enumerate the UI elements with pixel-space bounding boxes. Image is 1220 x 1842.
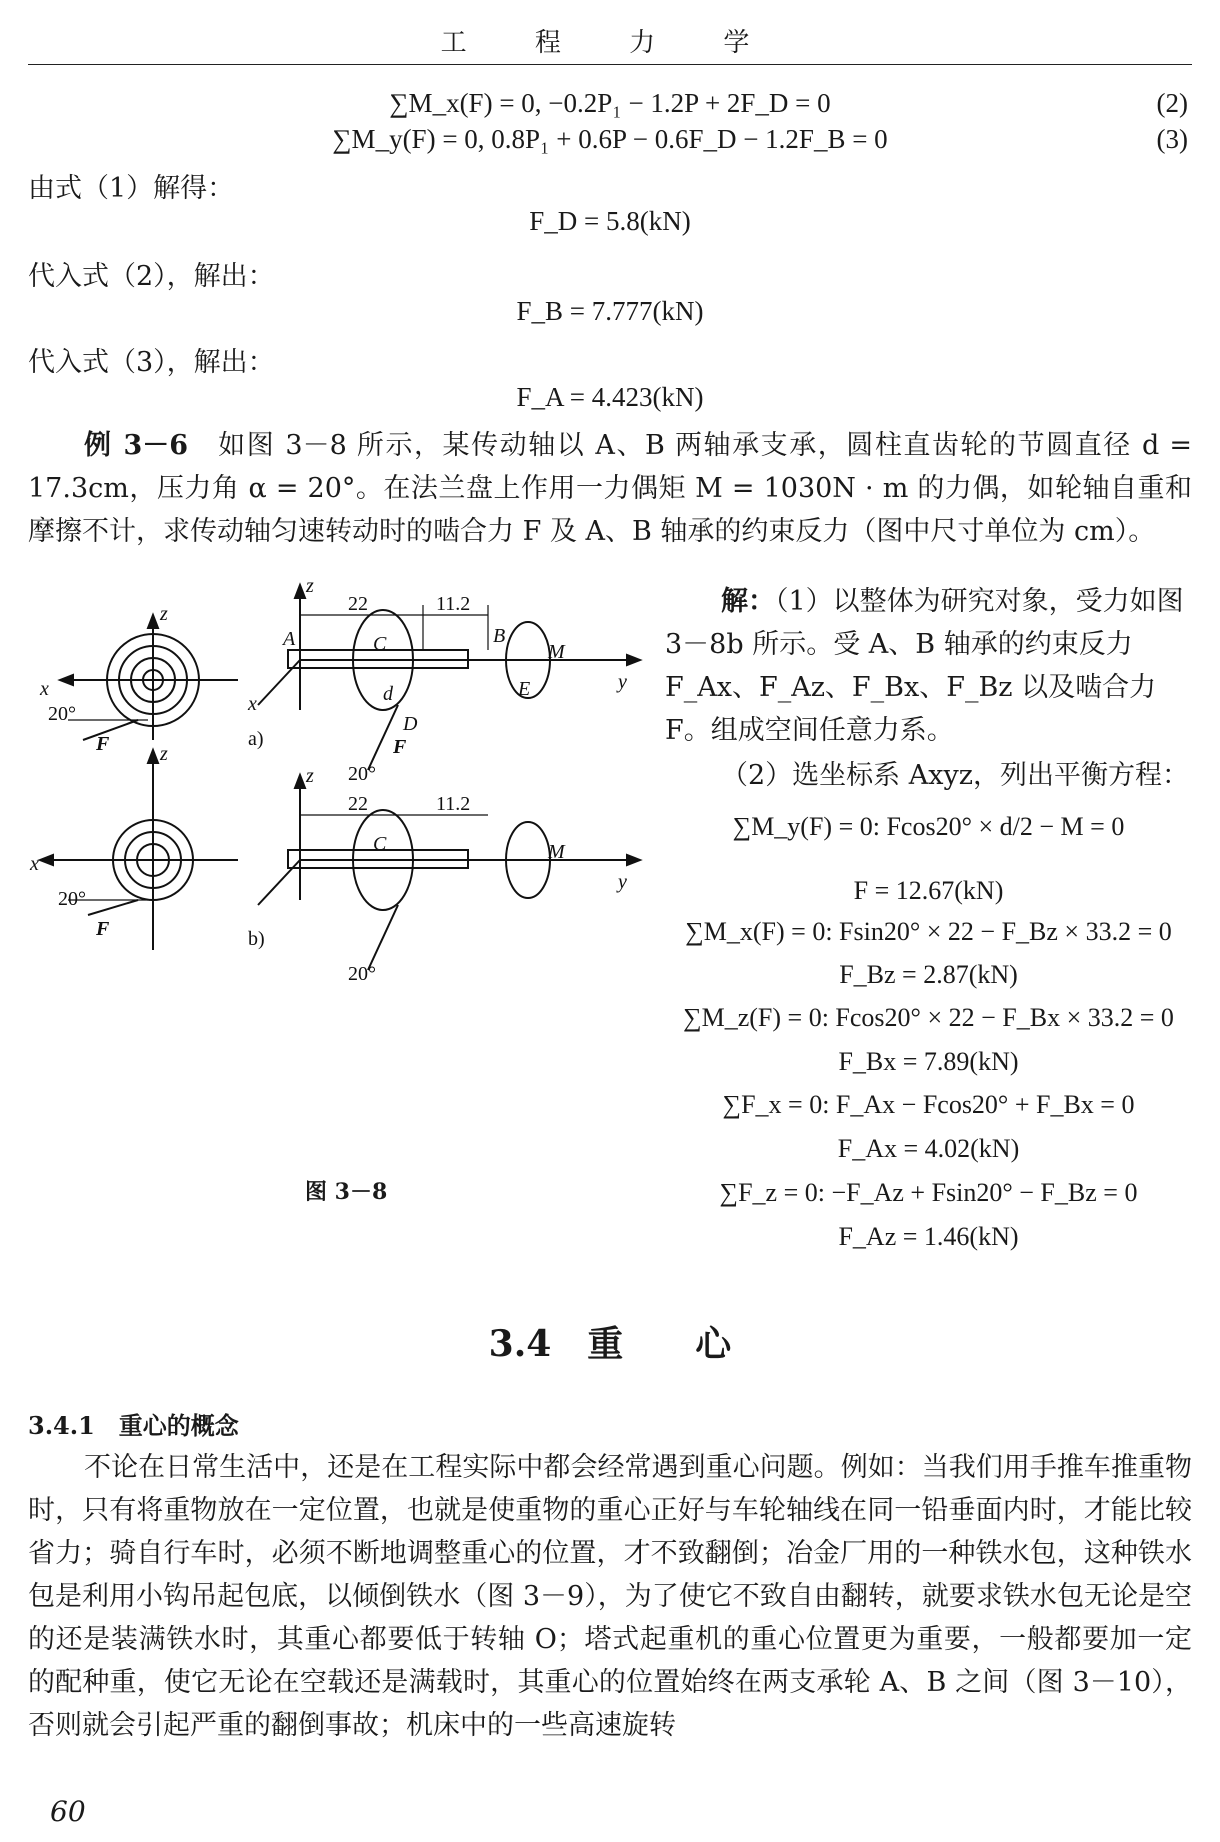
label-z-a: z bbox=[160, 603, 168, 625]
label-z-b: z bbox=[160, 743, 168, 765]
axis-x-shaft-a bbox=[258, 660, 300, 705]
label-f-shaft-a: F bbox=[393, 736, 407, 758]
label-a-a: A bbox=[283, 628, 296, 650]
label-x-a: x bbox=[40, 678, 49, 700]
solution-eq-1: ∑M_y(F) = 0: Fcos20° × d/2 − M = 0 bbox=[732, 812, 1125, 841]
solution-eq-3: ∑M_x(F) = 0: Fsin20° × 22 − F_Bz × 33.2 = 0 bbox=[685, 917, 1172, 946]
page-number: 60 bbox=[50, 1795, 86, 1828]
equation-2-number: (2) bbox=[1156, 88, 1188, 118]
figure-caption: 图 3－8 bbox=[305, 1179, 388, 1205]
label-x-b: x bbox=[30, 853, 39, 875]
label-angle-b: 20° bbox=[58, 888, 86, 910]
example-paragraph bbox=[28, 424, 1192, 553]
text-line-1: 由式（1）解得： bbox=[28, 173, 235, 204]
label-f-b: F bbox=[96, 918, 110, 940]
equation-3-number: (3) bbox=[1156, 124, 1188, 154]
label-y-shaft-b: y bbox=[618, 871, 627, 893]
solution-eq-10: F_Az = 1.46(kN) bbox=[838, 1222, 1019, 1251]
section-title: 3.4 重 心 bbox=[488, 1323, 732, 1365]
result-fb: F_B = 7.777(kN) bbox=[516, 296, 704, 326]
axis-x-arrow-a bbox=[60, 675, 73, 685]
solution-eq-5: ∑M_z(F) = 0: Fcos20° × 22 − F_Bx × 33.2 = 0 bbox=[683, 1003, 1174, 1032]
label-z-shaft-a: z bbox=[306, 575, 314, 597]
label-z-shaft-b: z bbox=[306, 765, 314, 787]
equation-2: ∑M_x(F) = 0, −0.2P₁ − 1.2P + 2F_D = 0 bbox=[389, 88, 831, 118]
dim-22-b: 22 bbox=[348, 793, 368, 815]
label-m-b: M bbox=[548, 841, 565, 863]
axis-z-shaft-arrow-b bbox=[295, 775, 305, 788]
solution-eq-8: F_Ax = 4.02(kN) bbox=[837, 1134, 1020, 1163]
label-angle-shaft-b: 20° bbox=[348, 963, 376, 985]
text-line-2: 代入式（2），解出： bbox=[28, 261, 275, 292]
label-m-a: M bbox=[548, 641, 565, 663]
example-text: 如图 3－8 所示，某传动轴以 A、B 两轴承支承，圆柱直齿轮的节圆直径 d = 17.3cm，压力角 α = 20°。在法兰盘上作用一力偶矩 M = 1030N · m 的力偶，如轮轴自重和摩擦不计，求传动轴匀速转动时的啮合力 F 及 A、B 轴承的约束反力（图中尺寸单位为 cm）。 bbox=[28, 430, 1192, 547]
sub-label-b: b) bbox=[248, 928, 265, 950]
solution-eq-7: ∑F_x = 0: F_Ax − Fcos20° + F_Bx = 0 bbox=[722, 1090, 1135, 1119]
equation-3: ∑M_y(F) = 0, 0.8P₁ + 0.6P − 0.6F_D − 1.2F_B = 0 bbox=[332, 124, 888, 154]
sub-label-a: a) bbox=[248, 728, 264, 750]
label-c-a: C bbox=[373, 633, 387, 655]
axis-x-shaft-b bbox=[258, 860, 300, 905]
label-y-shaft-a: y bbox=[618, 671, 627, 693]
solution-step-1-text: （1）以整体为研究对象，受力如图 3－8b 所示。受 A、B 轴承的约束反力 F_Ax、F_Az、F_Bx、F_Bz 以及啮合力 F。组成空间任意力系。 bbox=[665, 586, 1184, 746]
label-angle-a: 20° bbox=[48, 703, 76, 725]
dim-112-b: 11.2 bbox=[436, 793, 471, 815]
result-fa: F_A = 4.423(kN) bbox=[516, 382, 704, 412]
solution-step-1 bbox=[665, 580, 1192, 752]
label-angle-shaft-a: 20° bbox=[348, 763, 376, 785]
result-fd: F_D = 5.8(kN) bbox=[529, 206, 691, 236]
dim-22-a: 22 bbox=[348, 593, 368, 615]
label-f-a: F bbox=[96, 733, 110, 755]
axis-y-arrow-b bbox=[627, 855, 640, 865]
force-f-shaft-b bbox=[368, 905, 398, 970]
axis-z-arrow-b bbox=[148, 750, 158, 763]
force-f-a bbox=[83, 720, 138, 740]
running-header: 工 程 力 学 bbox=[440, 28, 780, 58]
text-line-3: 代入式（3），解出： bbox=[28, 347, 275, 378]
body-paragraph: 不论在日常生活中，还是在工程实际中都会经常遇到重心问题。例如：当我们用手推车推重物时，只有将重物放在一定位置，也就是使重物的重心正好与车轮轴线在同一铅垂面内时，才能比较省力；骑自行车时，必须不断地调整重心的位置，才不致翻倒；冶金厂用的一种铁水包，这种铁水包是利用小钩吊起包底，以倾倒铁水（图 3－9），为了使它不致自由翻转，就要求铁水包无论是空的还是装满铁水时，其重心都要低于转轴 O；塔式起重机的重心位置更为重要，一般都要加一定的配种重，使它无论在空载还是满载时，其重心的位置始终在两支承轮 A、B 之间（图 3－10），否则就会引起严重的翻倒事故；机床中的一些高速旋转 bbox=[28, 1452, 1192, 1741]
label-e-a: E bbox=[518, 678, 531, 700]
example-label: 例 3－6 bbox=[84, 430, 189, 461]
subsection-title: 3.4.1 重心的概念 bbox=[28, 1411, 239, 1440]
label-c-b: C bbox=[373, 833, 387, 855]
axis-x-arrow-b bbox=[40, 855, 53, 865]
force-f-b bbox=[88, 900, 138, 915]
solution-eq-9: ∑F_z = 0: −F_Az + Fsin20° − F_Bz = 0 bbox=[719, 1178, 1138, 1207]
axis-z-arrow-a bbox=[148, 615, 158, 628]
solution-step-2: （2）选坐标系 Axyz，列出平衡方程： bbox=[721, 760, 1189, 791]
solution-eq-6: F_Bx = 7.89(kN) bbox=[838, 1047, 1019, 1076]
solution-eq-4: F_Bz = 2.87(kN) bbox=[839, 960, 1018, 989]
axis-y-arrow-a bbox=[627, 655, 640, 665]
label-D-a: D bbox=[403, 713, 418, 735]
label-d-a: d bbox=[383, 683, 393, 705]
label-x-shaft-a: x bbox=[248, 693, 257, 715]
axis-z-shaft-arrow-a bbox=[295, 585, 305, 598]
solution-eq-2: F = 12.67(kN) bbox=[853, 876, 1004, 905]
header-rule bbox=[28, 64, 1192, 65]
label-b-a: B bbox=[493, 625, 506, 647]
figure-3-8 bbox=[28, 570, 643, 1210]
solution-label: 解： bbox=[721, 586, 775, 617]
dim-112-a: 11.2 bbox=[436, 593, 471, 615]
